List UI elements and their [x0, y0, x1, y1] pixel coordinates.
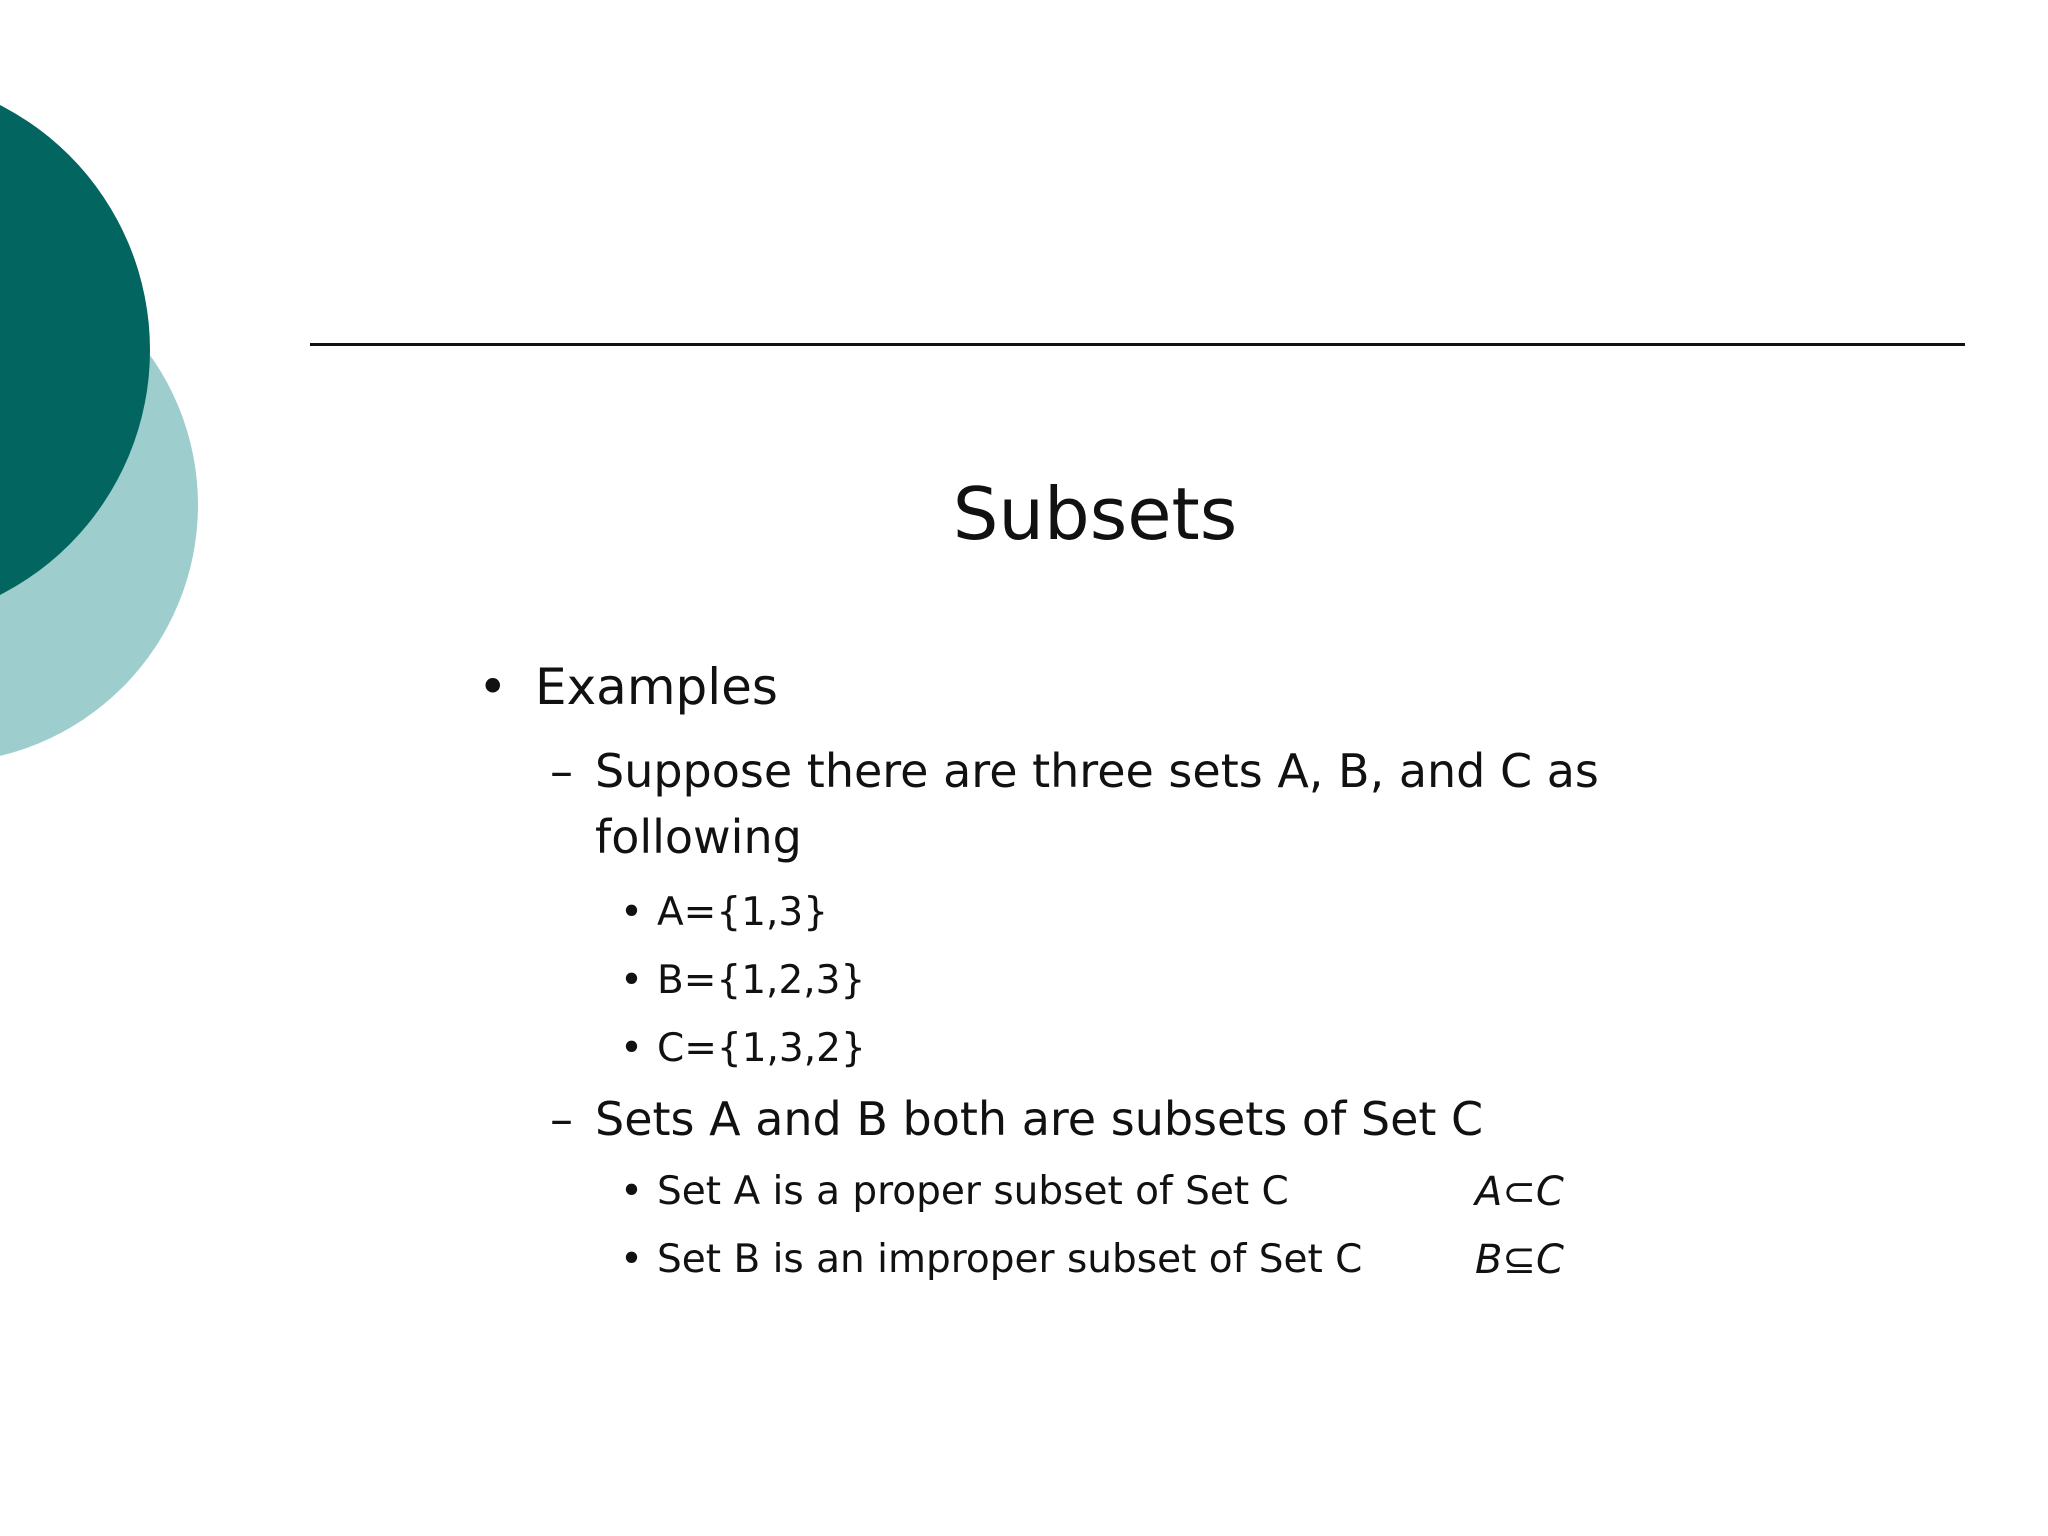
- proper-subset-text: Set A is a proper subset of Set C: [657, 1169, 1289, 1214]
- sub-bullet-sets-line2: following: [595, 810, 802, 864]
- bullet-icon: •: [620, 890, 644, 935]
- bullet-icon: •: [620, 958, 644, 1003]
- proper-subset-notation: A⊂C: [1475, 1169, 1564, 1215]
- bullet-examples: Examples: [535, 658, 778, 716]
- set-b-definition: B={1,2,3}: [657, 958, 866, 1003]
- dash-icon: –: [550, 744, 573, 798]
- bullet-icon: •: [620, 1237, 644, 1282]
- title-divider: [310, 343, 1965, 346]
- improper-subset-notation: B⊆C: [1475, 1237, 1564, 1283]
- improper-subset-text: Set B is an improper subset of Set C: [657, 1237, 1363, 1282]
- set-c-definition: C={1,3,2}: [657, 1026, 866, 1071]
- bullet-icon: •: [620, 1026, 644, 1071]
- set-a-definition: A={1,3}: [657, 890, 829, 935]
- sub-bullet-subsets: Sets A and B both are subsets of Set C: [595, 1092, 1484, 1146]
- decorative-circles: [0, 0, 260, 860]
- sub-bullet-sets-line1: Suppose there are three sets A, B, and C as: [595, 744, 1599, 798]
- dash-icon: –: [550, 1092, 573, 1146]
- bullet-icon: •: [620, 1169, 644, 1214]
- slide-title: Subsets: [952, 472, 1238, 556]
- bullet-icon: •: [478, 658, 508, 716]
